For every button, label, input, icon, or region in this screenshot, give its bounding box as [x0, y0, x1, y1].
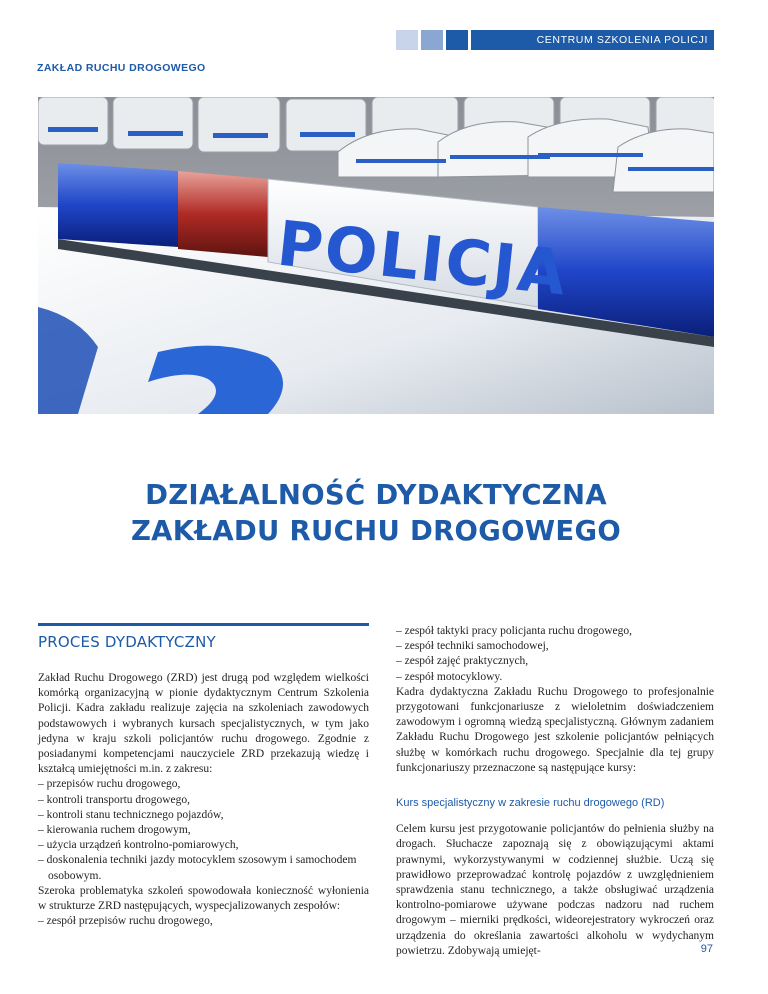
list-item: – zespół motocyklowy.	[396, 670, 503, 683]
paragraph: Kadra dydaktyczna Zakładu Ruchu Drogowego to profesjonalnie przygotowani funkcjonariusze z wieloletnim doświadczeniem zawodowym i ogromną wiedzą specjalistyczną. Głównym zadaniem Zakładu Ruchu Drogowego jest szkolenie policjantów pełniących służbę w komórkach ruchu drogowego. Specjalnie dla tej grupy funkcjonariuszy przeznaczone są następujące kursy:	[396, 685, 714, 774]
header-square-1	[396, 30, 418, 50]
text-column-right	[396, 624, 714, 959]
list-item: – kierowania ruchem drogowym,	[38, 824, 191, 837]
paragraph: Szeroka problematyka szkoleń spowodowała konieczność wyłonienia w strukturze ZRD następujących, wyspecjalizowanych zespołów:	[38, 884, 369, 913]
title-line-2: ZAKŁADU RUCHU DROGOWEGO	[130, 515, 622, 547]
list-item: – kontroli stanu technicznego pojazdów,	[38, 808, 224, 821]
list-item: – doskonalenia techniki jazdy motocyklem szosowym i samochodem osobowym.	[38, 854, 357, 882]
title-line-1: DZIAŁALNOŚĆ DYDAKTYCZNA	[145, 479, 607, 511]
header-square-3	[446, 30, 468, 50]
list-item: – zespół taktyki pracy policjanta ruchu drogowego,	[396, 625, 632, 637]
article-title	[38, 477, 714, 549]
text-column-left	[38, 671, 369, 929]
subsection-title: PROCES DYDAKTYCZNY	[38, 633, 216, 651]
subsection-heading	[38, 623, 369, 651]
subsection-rule	[38, 623, 369, 626]
list-item: – przepisów ruchu drogowego,	[38, 778, 181, 791]
lightbar-text: POLICJA	[273, 206, 572, 310]
section-label: ZAKŁAD RUCHU DROGOWEGO	[37, 62, 206, 74]
list-item: – użycia urządzeń kontrolno-pomiarowych,	[38, 839, 239, 852]
course-heading: Kurs specjalistyczny w zakresie ruchu drogowego (RD)	[396, 797, 665, 810]
list-item: – zespół zajęć praktycznych,	[396, 655, 529, 668]
intro-paragraph: Zakład Ruchu Drogowego (ZRD) jest drugą pod względem wielkości komórką organizacyjną w pionie dydaktycznym Centrum Szkolenia Policji. Kadra zakładu realizuje zajęcia na szkoleniach zawodowych podstawowych i wybranych kursach specjalistycznych, w tym jako jedyna w kraju szkoli policjantów ruchu drogowego. Zgodnie z posiadanymi kompetencjami nauczyciele ZRD przekazują wiedzę i kształcą umiejętności m.in. z zakresu:	[38, 672, 369, 776]
police-car-photo	[38, 97, 714, 414]
list-item: – kontroli transportu drogowego,	[38, 793, 191, 806]
list-item: – zespół przepisów ruchu drogowego,	[38, 915, 213, 928]
page-number: 97	[700, 943, 713, 955]
paragraph: Celem kursu jest przygotowanie policjantów do pełnienia służby na drogach. Słuchacze zapoznają się z obowiązującymi aktami prawnymi, wykorzystywanymi w codziennej służbie. Uczą się prawidłowo przeprowadzać kontrolę pojazdów z uwzględnieniem sprawdzenia stanu technicznego, a także obsługiwać urządzenia kontrolno-pomiarowe używane podczas nadzoru nad ruchem drogowym – mierniki prędkości, wideorejestratory wykroczeń oraz urządzenia do określania zawartości alkoholu w wydychanym powietrzu. Zdobywają umiejęt-	[396, 823, 714, 957]
header-square-2	[421, 30, 443, 50]
list-item: – zespół techniki samochodowej,	[396, 640, 549, 653]
running-header: CENTRUM SZKOLENIA POLICJI	[471, 30, 714, 50]
